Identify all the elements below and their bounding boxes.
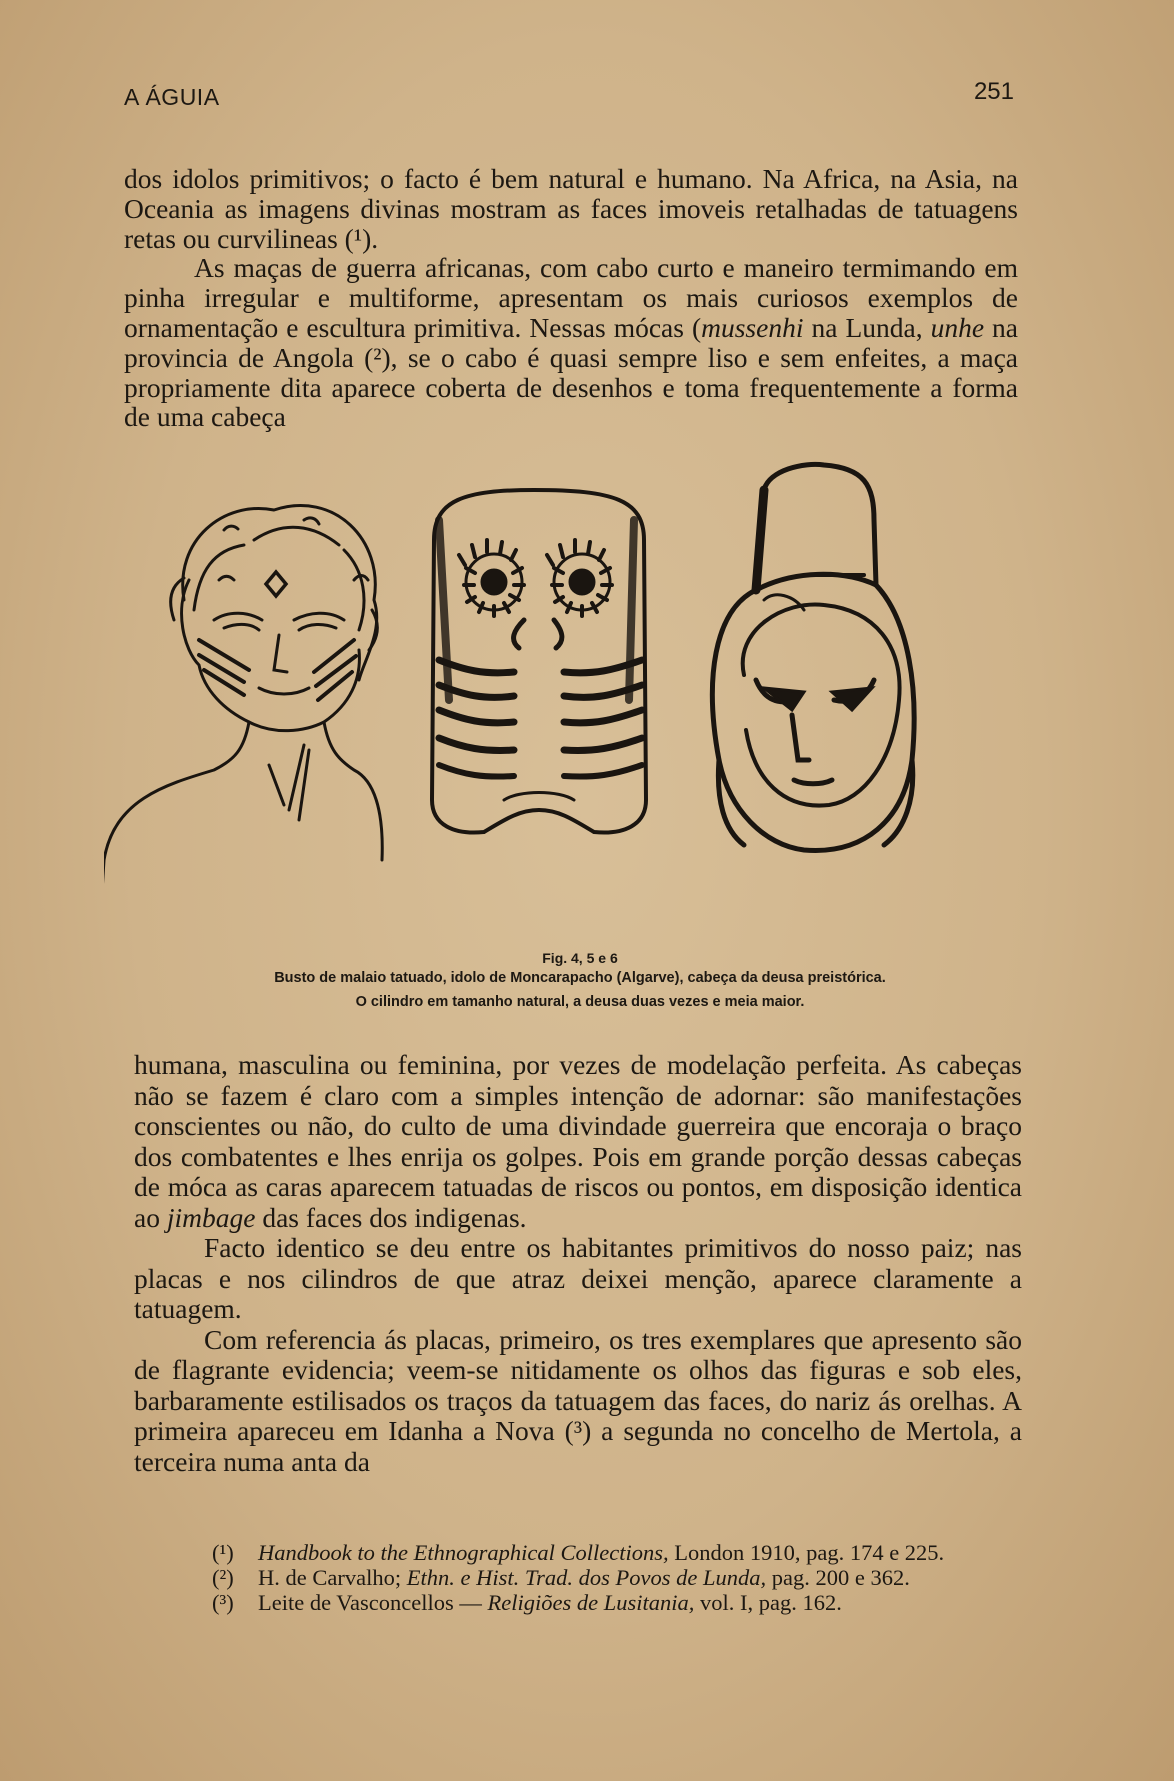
- figure-caption-line-2: O cilindro em tamanho natural, a deusa duas vezes e meia maior.: [355, 994, 805, 1010]
- paragraph-1: dos idolos primitivos; o facto é bem natural e humano. Na Africa, na Asia, na Oceania as imagens divinas mostram as faces imoveis retalhadas de tatuagens retas ou curvilineas (¹).: [124, 163, 1018, 254]
- footnote-1: (¹) Handbook to the Ethnographical Collections, London 1910, pag. 174 e 225.: [212, 1540, 945, 1565]
- figure-caption-line-1: Busto de malaio tatuado, idolo de Moncarapacho (Algarve), cabeça da deusa preistórica.: [274, 970, 886, 986]
- paragraph-3: humana, masculina ou feminina, por vezes de modelação perfeita. As cabeças não se fazem é claro com a simples intenção de adornar: são manifestações conscientes ou não, do culto de uma divindade guerreira que encoraja o braço dos combatentes e lhes enrija os golpes. Pois em grande porção dessas cabeças de móca as caras aparecem tatuadas de riscos ou pontos, em disposição identica ao jimbage das faces dos indigenas.: [134, 1049, 1022, 1233]
- footnote-3: (³) Leite de Vasconcellos — Religiões de Lusitania, vol. I, pag. 162.: [212, 1590, 842, 1615]
- figure-illustrations: [104, 460, 1054, 940]
- body-text-top: [124, 164, 1018, 432]
- page-number: 251: [973, 78, 1014, 105]
- footnote-mark: (²): [212, 1565, 234, 1590]
- paragraph-5: Com referencia ás placas, primeiro, os tres exemplares que apresento são de flagrante evidencia; veem-se nitidamente os olhos das figuras e sob eles, barbaramente estilisados os traços da tatuagem das faces, do nariz ás orelhas. A primeira apareceu em Idanha a Nova (³) a segunda no concelho de Mertola, a terceira numa anta da: [134, 1323, 1022, 1477]
- running-title: A ÁGUIA: [124, 84, 220, 110]
- paragraph-2: As maças de guerra africanas, com cabo curto e maneiro termimando em pinha irregular e multiforme, apresentam os mais curiosos exemplos de ornamentação e escultura primitiva. Nessas mócas (mussenhi na Lunda, unhe na provincia de Angola (²), se o cabo é quasi sempre liso e sem enfeites, a maça propriamente dita aparece coberta de desenhos e toma frequentemente a forma de uma cabeça: [124, 252, 1018, 433]
- footnote-2: (²) H. de Carvalho; Ethn. e Hist. Trad. dos Povos de Lunda, pag. 200 e 362.: [212, 1565, 910, 1590]
- figure-label: Fig. 4, 5 e 6: [542, 950, 618, 966]
- body-text-bottom: [134, 1050, 1022, 1477]
- footnote-mark: (³): [212, 1590, 234, 1615]
- paragraph-4: Facto identico se deu entre os habitantes primitivos do nosso paiz; nas placas e nos cilindros de que atraz deixei menção, aparece claramente a tatuagem.: [134, 1232, 1022, 1324]
- page-header: [124, 78, 1014, 114]
- footnote-mark: (¹): [212, 1540, 234, 1565]
- cylinder-idol-figure: [432, 490, 646, 833]
- goddess-head-figure: [712, 464, 914, 850]
- footnotes: [212, 1540, 1032, 1615]
- tattooed-bust-figure: [104, 506, 382, 940]
- figure-svg: [104, 460, 1054, 940]
